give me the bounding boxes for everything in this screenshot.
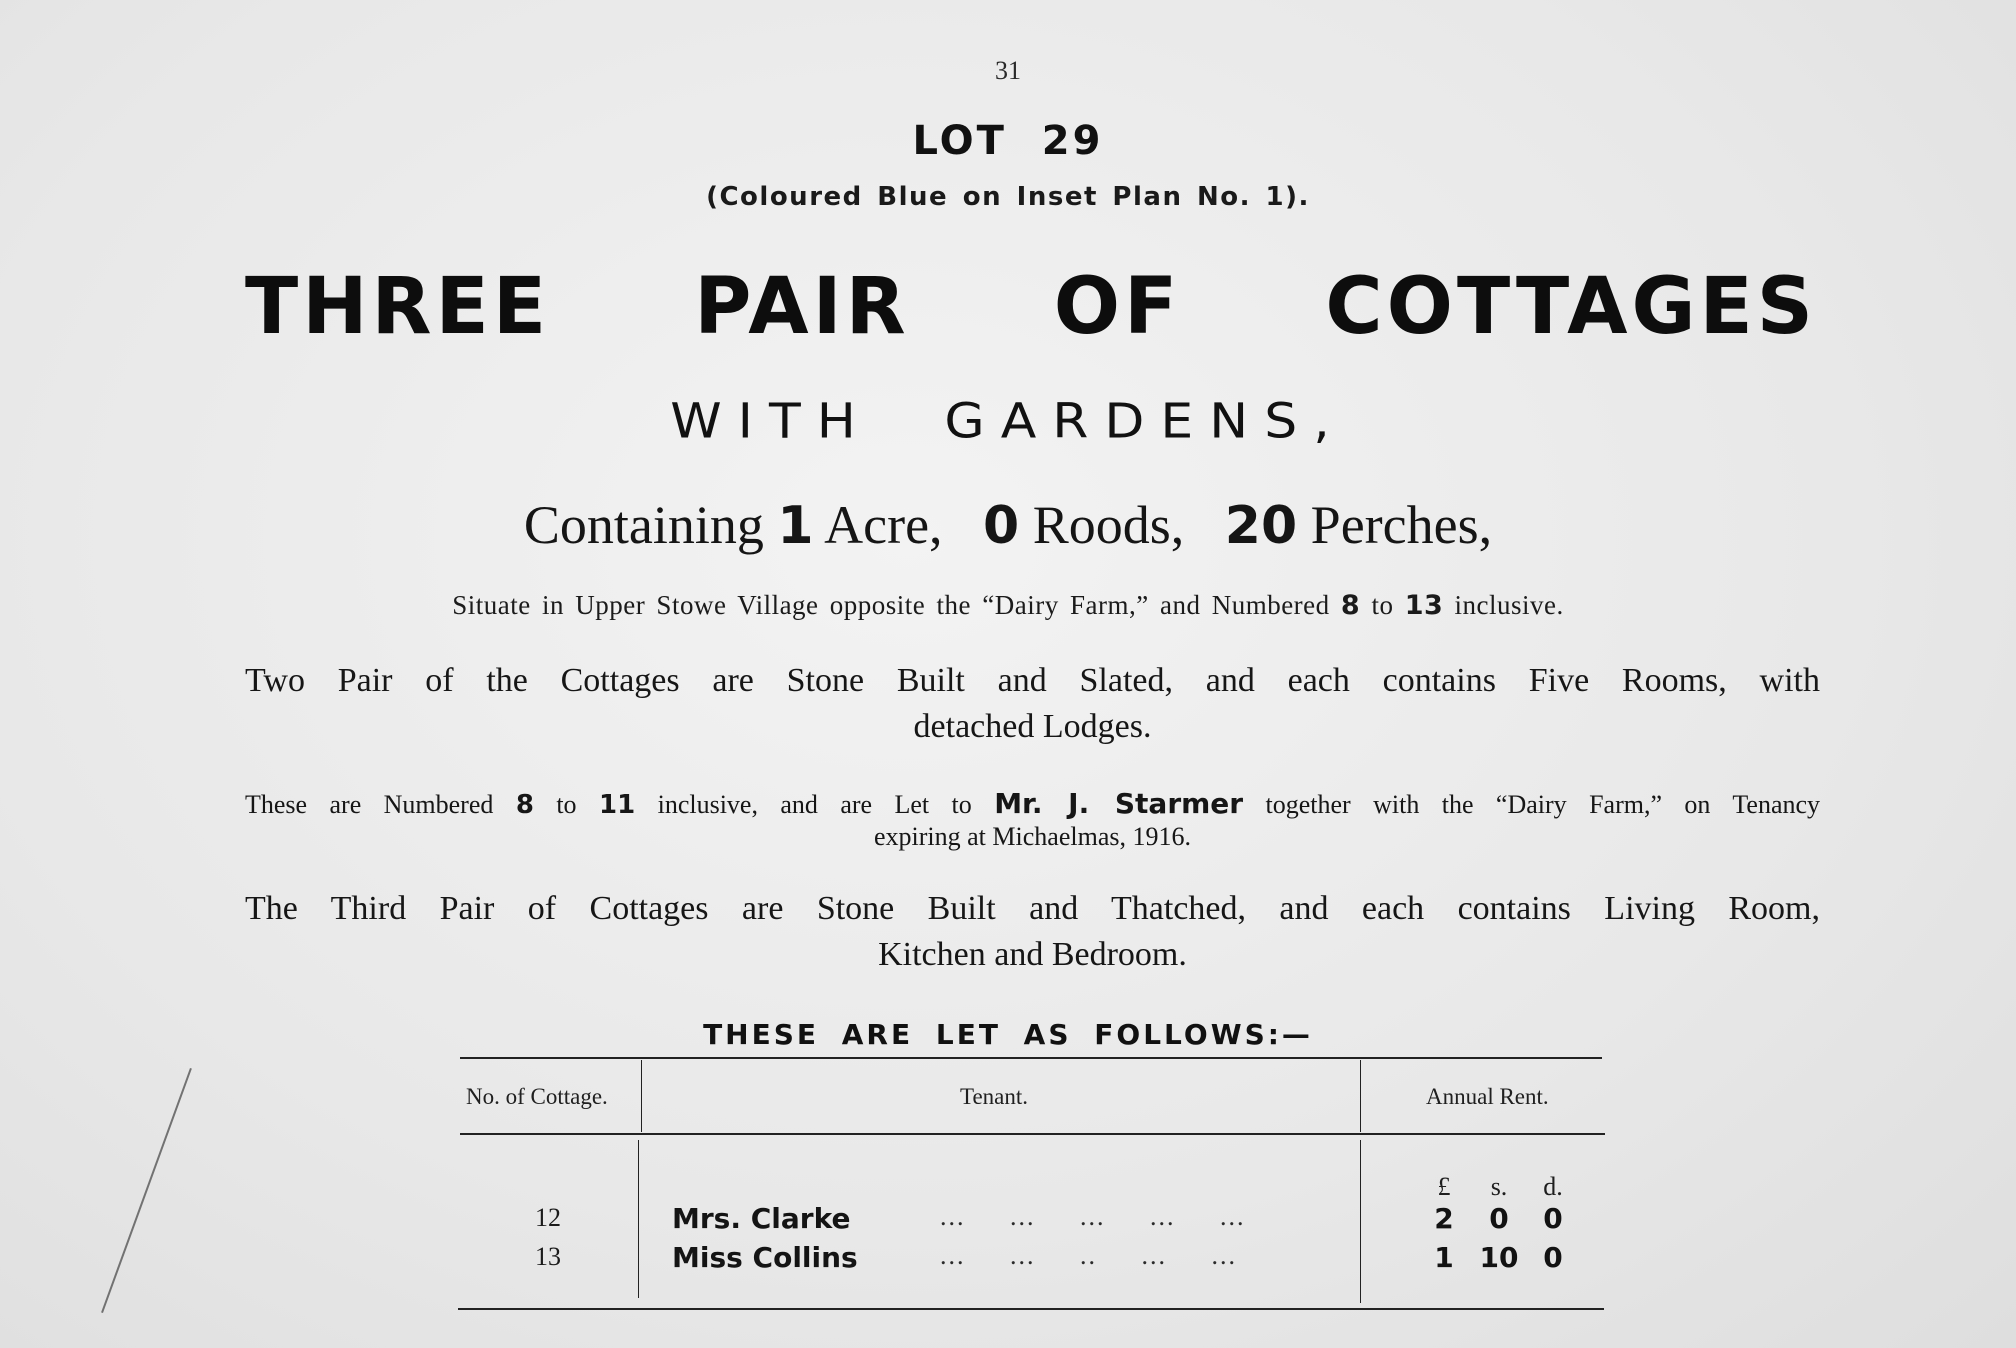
tenancy-to-word: to: [556, 790, 577, 819]
heading-word: PAIR: [694, 262, 910, 352]
paragraph-thatched: [245, 886, 1820, 978]
table-cell-leaders: ... ... .. ... ...: [940, 1241, 1237, 1270]
tenancy-text: inclusive, and are Let to: [657, 790, 972, 819]
heading-word: COTTAGES: [1325, 262, 1817, 352]
paragraph-line: The Third Pair of Cottages are Stone Built and Thatched, and each contains Living Room,: [245, 890, 1820, 927]
table-header-rule: [460, 1133, 1605, 1135]
area-prefix: Containing: [523, 495, 764, 555]
column-header-rent: Annual Rent.: [1426, 1084, 1549, 1109]
paragraph-line: detached Lodges.: [913, 708, 1152, 745]
sub-heading: WITH GARDENS,: [670, 394, 1346, 450]
table-cell-pence: 0: [1543, 1202, 1563, 1235]
situation-to: 13: [1404, 590, 1444, 621]
currency-pounds-header: £: [1437, 1172, 1451, 1201]
table-column-divider: [638, 1140, 639, 1298]
paragraph-stone-slated: [245, 658, 1820, 750]
table-cell-cottage: 12: [535, 1203, 561, 1232]
area-perches: 20: [1224, 496, 1298, 556]
heading-word: OF: [1053, 262, 1182, 352]
page-number: 31: [995, 56, 1021, 85]
table-cell-pence: 0: [1543, 1241, 1563, 1274]
table-cell-leaders: ... ... ... ... ...: [940, 1202, 1246, 1231]
paragraph-line: Kitchen and Bedroom.: [878, 936, 1187, 973]
currency-pence-header: d.: [1543, 1172, 1563, 1201]
table-cell-tenant: Mrs. Clarke: [672, 1202, 851, 1235]
pencil-mark: [101, 1068, 192, 1313]
currency-shillings-header: s.: [1490, 1172, 1508, 1201]
tenancy-text: These are Numbered: [245, 790, 494, 819]
situation-to-word: to: [1371, 590, 1394, 620]
area-line: [0, 494, 2016, 556]
main-heading: [245, 262, 1817, 352]
table-top-rule: [460, 1057, 1602, 1059]
area-acres: 1: [777, 496, 814, 556]
table-cell-shillings: 0: [1489, 1202, 1509, 1235]
situation-from: 8: [1340, 590, 1361, 621]
heading-word: THREE: [245, 262, 551, 352]
table-bottom-rule: [458, 1308, 1604, 1310]
table-column-divider: [1360, 1140, 1361, 1303]
area-roods: 0: [983, 496, 1020, 556]
paragraph-line: [245, 788, 1820, 821]
column-header-tenant: Tenant.: [960, 1084, 1029, 1109]
table-cell-pounds: 1: [1434, 1241, 1454, 1274]
area-rood-unit: Roods,: [1032, 495, 1185, 555]
paragraph-tenancy: [245, 788, 1820, 852]
area-perch-unit: Perches,: [1310, 495, 1493, 555]
table-column-divider: [1360, 1060, 1361, 1132]
paragraph-line: Two Pair of the Cottages are Stone Built and Slated, and each contains Five Rooms, with: [245, 662, 1820, 699]
tenancy-to: 11: [598, 790, 636, 820]
lot-title: LOT 29: [912, 118, 1104, 164]
area-acre-unit: Acre,: [824, 495, 943, 555]
situation-text-after: inclusive.: [1454, 590, 1564, 620]
paragraph-line: expiring at Michaelmas, 1916.: [874, 822, 1191, 851]
table-column-divider: [641, 1060, 642, 1132]
tenancy-text: together with the “Dairy Farm,” on Tenancy: [1265, 790, 1821, 819]
lot-subtitle: (Coloured Blue on Inset Plan No. 1).: [706, 182, 1310, 212]
situation-text: Situate in Upper Stowe Village opposite the “Dairy Farm,” and Numbered: [452, 590, 1330, 620]
table-cell-shillings: 10: [1479, 1241, 1519, 1274]
tenancy-from: 8: [515, 790, 534, 820]
column-header-cottage: No. of Cottage.: [466, 1084, 608, 1109]
situation-line: [0, 590, 2016, 621]
table-cell-pounds: 2: [1434, 1202, 1454, 1235]
tenancy-tenant-name: Mr. J. Starmer: [994, 787, 1244, 820]
table-cell-cottage: 13: [535, 1242, 561, 1271]
table-cell-tenant: Miss Collins: [672, 1241, 858, 1274]
table-heading: THESE ARE LET AS FOLLOWS:—: [703, 1018, 1313, 1051]
